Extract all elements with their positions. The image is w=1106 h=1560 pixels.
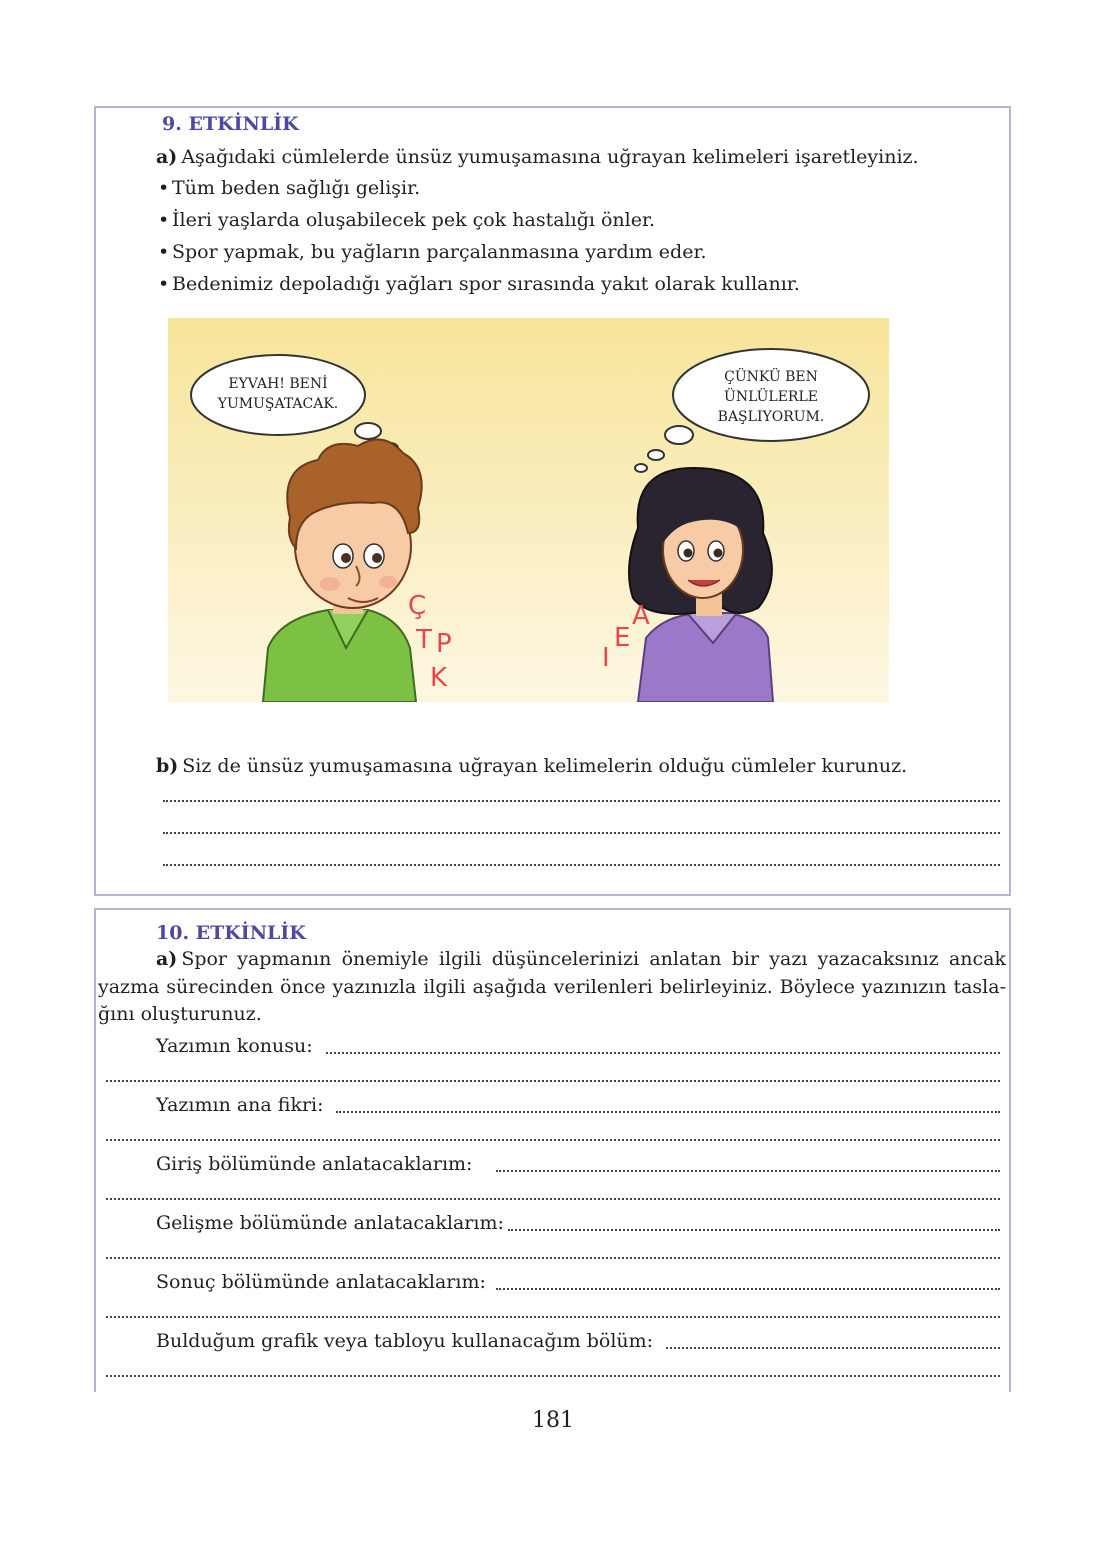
- letter-c: Ç: [408, 591, 427, 621]
- bullet-item: [158, 272, 800, 296]
- bubble-right-line-1: ÇÜNKÜ BEN: [724, 369, 818, 385]
- graph-input-line[interactable]: [666, 1347, 1000, 1349]
- activity-10-a-line-2: yazma sürecinden önce yazınızla ilgili aşağıda verilenleri belirleyiniz. Böylece yazınızın tasla-: [98, 976, 1006, 998]
- bullet-text: Bedenimiz depoladığı yağları spor sırasında yakıt olarak kullanır.: [172, 273, 800, 295]
- a-text-line-1: Spor yapmanın önemiyle ilgili düşüncelerinizi anlatan bir yazı yazacaksınız ancak: [181, 948, 1006, 970]
- graph-input-line-2[interactable]: [106, 1375, 1000, 1377]
- field-label-main-idea: Yazımın ana fikri:: [156, 1094, 324, 1116]
- main-idea-input-line-2[interactable]: [106, 1139, 1000, 1141]
- letter-k: K: [430, 663, 448, 693]
- a-label: a): [156, 146, 178, 168]
- a-label: a): [156, 948, 178, 970]
- girl-figure: [629, 468, 773, 702]
- topic-input-line[interactable]: [326, 1052, 1000, 1054]
- b-text: Siz de ünsüz yumuşamasına uğrayan kelimelerin olduğu cümleler kurunuz.: [182, 755, 908, 777]
- bullet-text: Spor yapmak, bu yağların parçalanmasına yardım eder.: [172, 241, 707, 263]
- activity-10-a-line-3: ğını oluşturunuz.: [98, 1003, 262, 1025]
- field-label-topic: Yazımın konusu:: [156, 1035, 313, 1057]
- development-input-line-2[interactable]: [106, 1257, 1000, 1259]
- activity-9-a-instruction: [156, 145, 919, 169]
- bubble-right-line-2: ÜNLÜLERLE: [724, 389, 818, 405]
- bubble-left-line-2: YUMUŞATACAK.: [217, 396, 339, 412]
- letter-a: A: [632, 601, 650, 631]
- bullet-item: [158, 208, 655, 232]
- illustration-children: [168, 318, 889, 702]
- activity-10-a-line-1: [156, 947, 1006, 971]
- a-text: Aşağıdaki cümlelerde ünsüz yumuşamasına uğrayan kelimeleri işaretleyiniz.: [181, 146, 919, 168]
- bubble-left-line-1: EYVAH! BENİ: [228, 376, 328, 392]
- answer-line[interactable]: [163, 800, 1000, 802]
- activity-10-title: 10. ETKİNLİK: [156, 922, 306, 944]
- bullet-icon: •: [158, 273, 170, 295]
- field-label-development: Gelişme bölümünde anlatacaklarım:: [156, 1212, 504, 1234]
- bullet-text: Tüm beden sağlığı gelişir.: [172, 177, 421, 199]
- intro-input-line-2[interactable]: [106, 1198, 1000, 1200]
- bubble-right-line-3: BAŞLIYORUM.: [717, 409, 825, 425]
- bullet-icon: •: [158, 241, 170, 263]
- letter-t: T: [416, 625, 432, 655]
- activity-9-title: 9. ETKİNLİK: [162, 113, 299, 135]
- field-label-conclusion: Sonuç bölümünde anlatacaklarım:: [156, 1271, 486, 1293]
- intro-input-line[interactable]: [496, 1170, 1000, 1172]
- letter-i: I: [602, 643, 610, 673]
- conclusion-input-line-2[interactable]: [106, 1316, 1000, 1318]
- bullet-icon: •: [158, 177, 170, 199]
- field-label-intro: Giriş bölümünde anlatacaklarım:: [156, 1153, 473, 1175]
- answer-line[interactable]: [163, 832, 1000, 834]
- topic-input-line-2[interactable]: [106, 1080, 1000, 1082]
- b-label: b): [156, 755, 179, 777]
- development-input-line[interactable]: [508, 1229, 1000, 1231]
- bullet-item: [158, 176, 420, 200]
- answer-line[interactable]: [163, 864, 1000, 866]
- field-label-graph: Bulduğum grafik veya tabloyu kullanacağım bölüm:: [156, 1330, 654, 1352]
- conclusion-input-line[interactable]: [496, 1288, 1000, 1290]
- bullet-icon: •: [158, 209, 170, 231]
- letter-e: E: [614, 623, 631, 653]
- page-number: 181: [532, 1408, 574, 1433]
- main-idea-input-line[interactable]: [336, 1111, 1000, 1113]
- letter-p: P: [436, 629, 452, 659]
- bullet-text: İleri yaşlarda oluşabilecek pek çok hastalığı önler.: [172, 209, 656, 231]
- bullet-item: [158, 240, 707, 264]
- activity-9-b-instruction: [156, 754, 907, 778]
